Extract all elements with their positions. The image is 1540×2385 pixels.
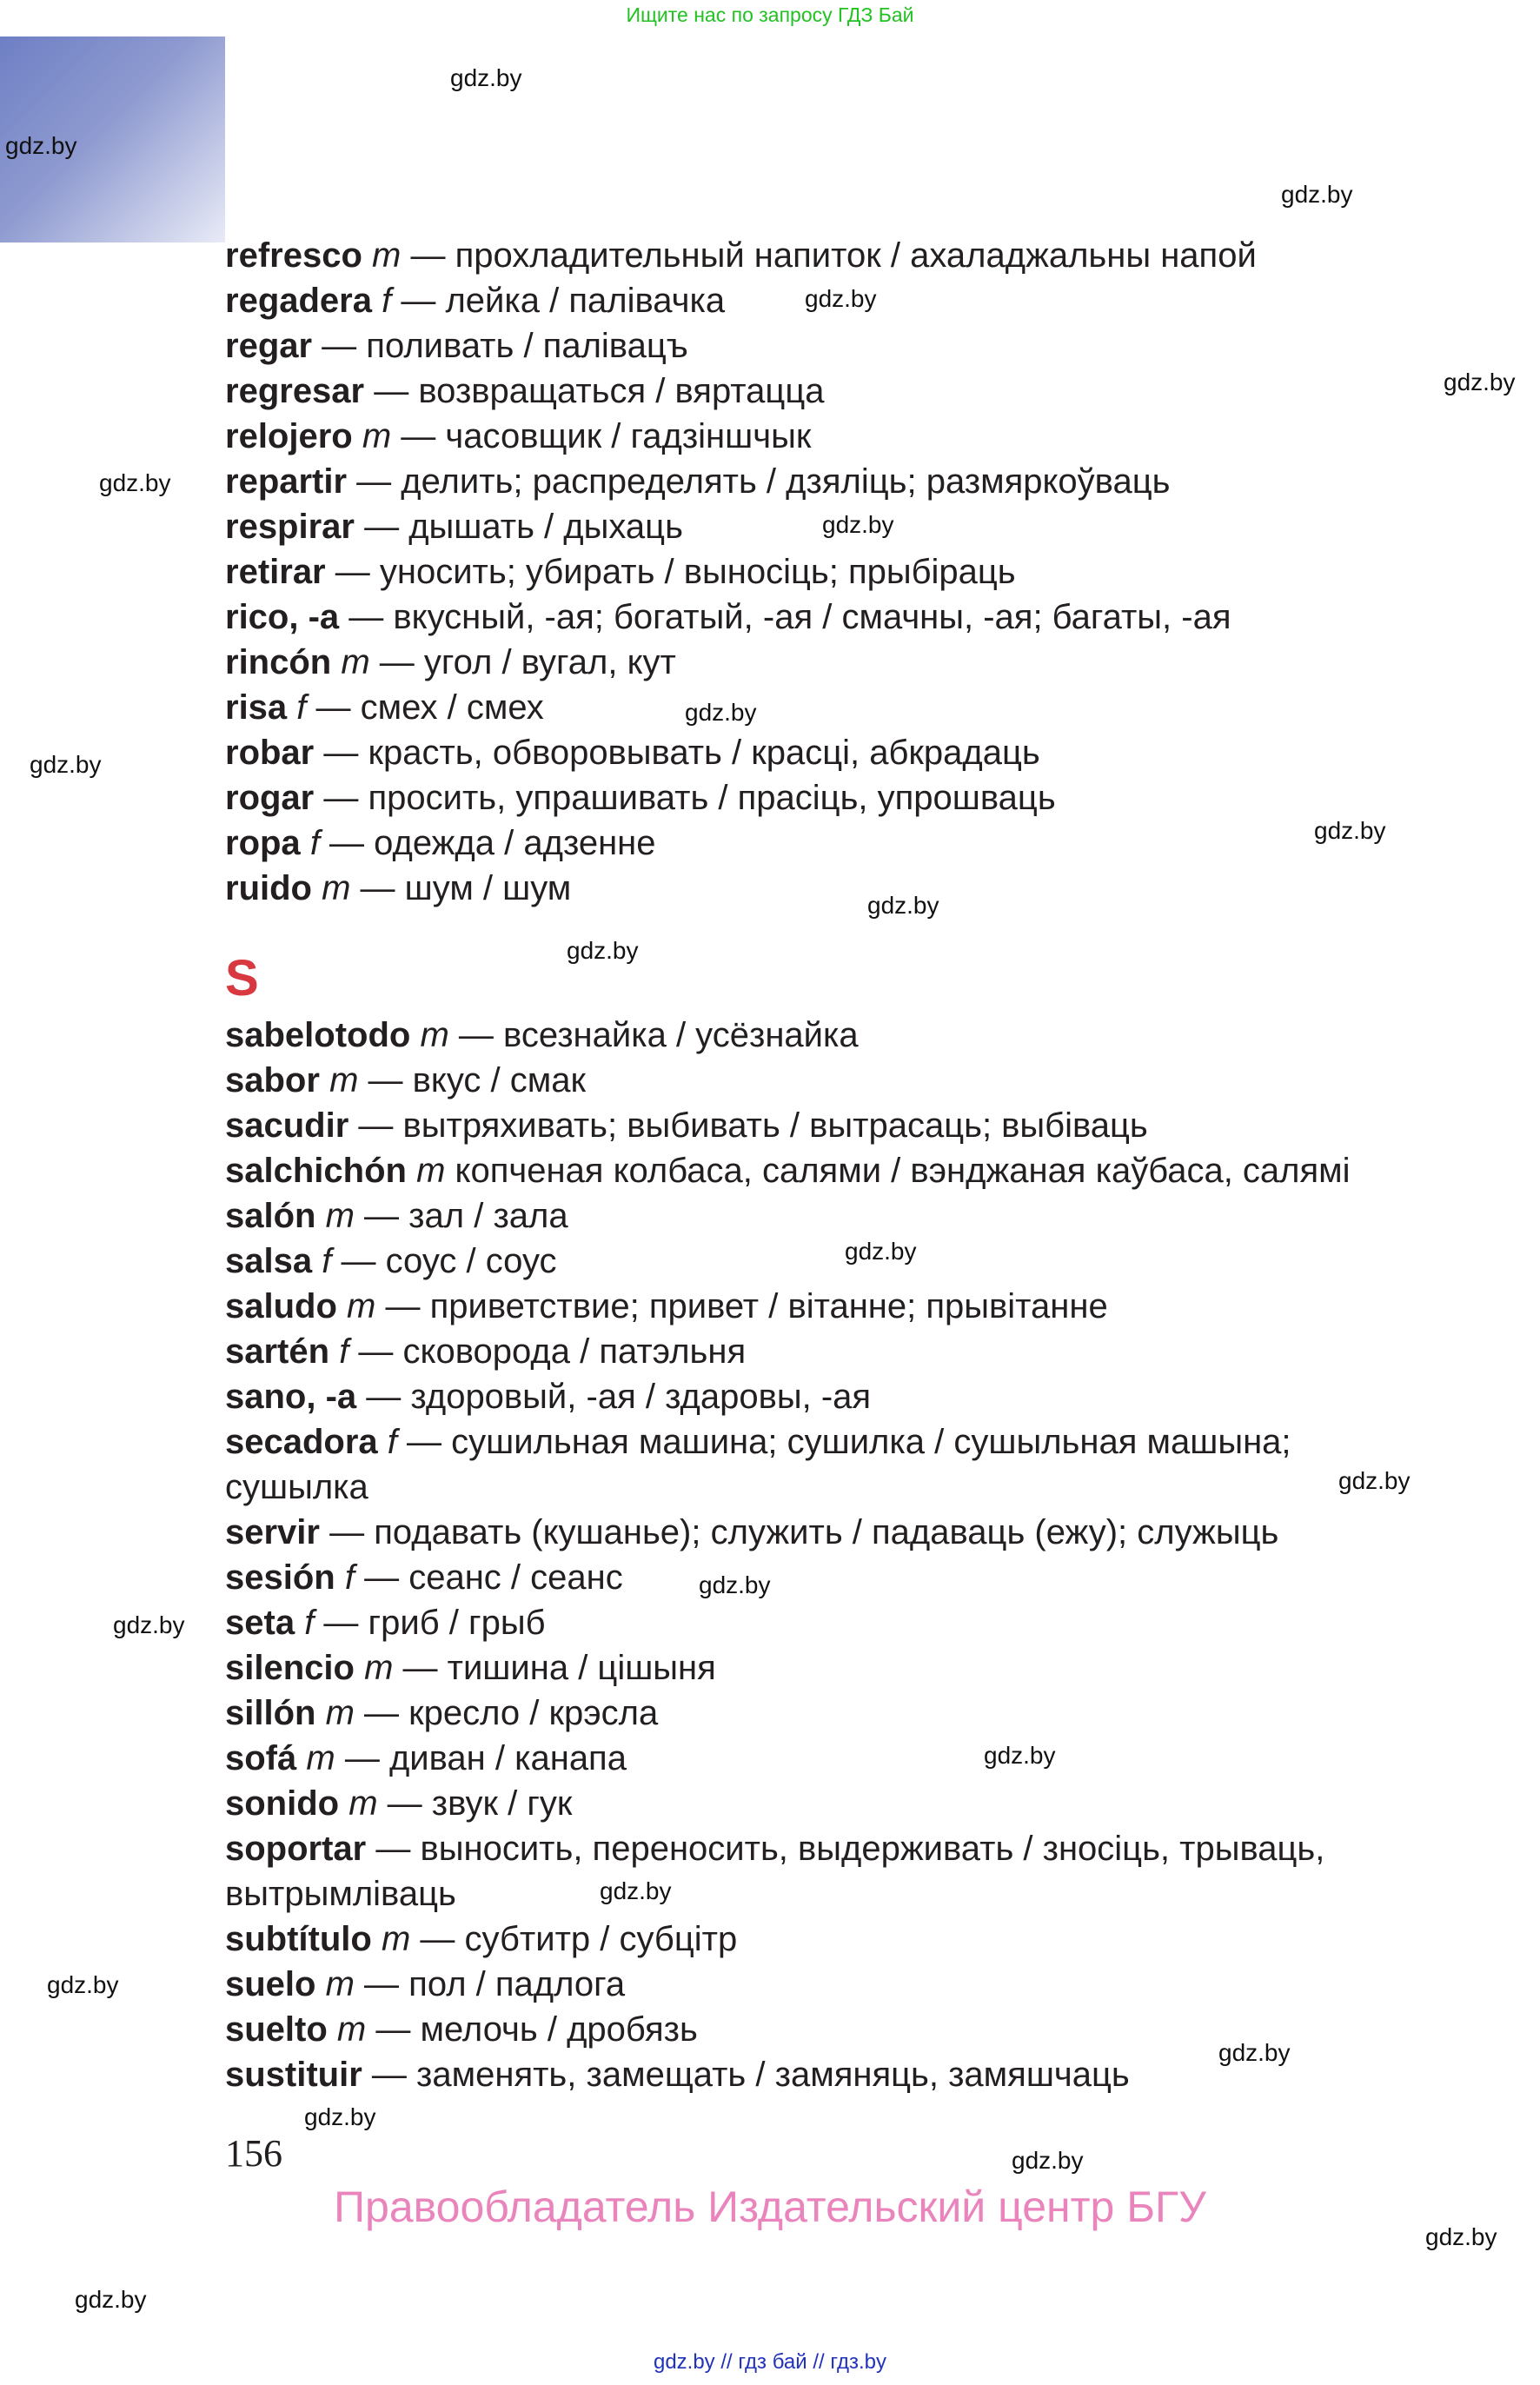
translation: лейка / палівачка (445, 282, 726, 320)
headword: regar (225, 327, 313, 365)
separator: — (325, 553, 380, 591)
dictionary-entry (225, 640, 1390, 685)
watermark: gdz.by (805, 285, 877, 312)
gender-marker: m (348, 1784, 378, 1823)
dictionary-entry (225, 1555, 1390, 1600)
translation: кресло / крэсла (408, 1694, 659, 1732)
separator: — (393, 1649, 448, 1687)
separator: — (306, 688, 361, 727)
separator: — (339, 598, 394, 636)
dictionary-entry (225, 414, 1390, 459)
watermark: gdz.by (1338, 1467, 1411, 1494)
translation: диван / канапа (388, 1739, 627, 1777)
dictionary-entry (225, 2007, 1390, 2052)
dictionary-entry (225, 775, 1390, 820)
separator: — (375, 1287, 430, 1325)
headword: silencio (225, 1649, 355, 1687)
separator: — (319, 1513, 375, 1551)
watermark: gdz.by (30, 751, 102, 778)
separator: — (366, 2010, 421, 2049)
translation: просить, упрашивать / прасіць, упрошваць (368, 779, 1056, 817)
headword: ropa (225, 824, 301, 862)
separator: — (377, 1784, 432, 1823)
page-number: 156 (225, 2132, 282, 2175)
translation: звук / гук (431, 1784, 573, 1823)
headword: subtítulo (225, 1920, 372, 1958)
gender-marker: m (381, 1920, 411, 1958)
separator: — (391, 417, 446, 455)
dictionary-entry (225, 504, 1390, 549)
headword: saludo (225, 1287, 337, 1325)
translation: заменять, замещать / замяняць, замяшчаць (416, 2056, 1130, 2094)
translation: прохладительный напиток / ахаладжальны напой (455, 236, 1257, 275)
watermark: gdz.by (99, 469, 171, 496)
translation: вкусный, -ая; богатый, -ая / смачны, -ая; багаты, -ая (393, 598, 1231, 636)
headword: salsa (225, 1242, 313, 1280)
headword: sonido (225, 1784, 340, 1823)
watermark: gdz.by (1425, 2223, 1497, 2250)
dictionary-entry (225, 1962, 1390, 2007)
watermark: gdz.by (1281, 181, 1353, 208)
separator: — (448, 1016, 504, 1054)
separator: — (335, 1739, 389, 1777)
dictionary-entry (225, 1917, 1390, 1962)
watermark: gdz.by (1444, 369, 1516, 395)
separator: — (396, 1423, 452, 1461)
dictionary-entry (225, 1193, 1390, 1239)
headword: sabor (225, 1061, 320, 1099)
gender-marker: f (339, 1332, 349, 1371)
dictionary-entry (225, 1374, 1390, 1419)
headword: regadera (225, 282, 372, 320)
separator: — (369, 643, 424, 681)
headword: sartén (225, 1332, 330, 1371)
gender-marker: m (325, 1694, 355, 1732)
dictionary-entry (225, 685, 1390, 730)
watermark: gdz.by (1314, 817, 1386, 844)
entries-s (225, 1013, 1390, 2097)
separator: — (354, 1558, 409, 1597)
translation: вытряхивать; выбивать / вытрасаць; выбіваць (402, 1106, 1148, 1145)
separator: — (356, 1378, 411, 1416)
gender-marker: m (325, 1965, 355, 2003)
translation: угол / вугал, кут (423, 643, 676, 681)
dictionary-entry (225, 549, 1390, 595)
separator: — (314, 779, 368, 817)
separator: — (362, 2056, 417, 2094)
headword: sofá (225, 1739, 297, 1777)
translation: смех / смех (360, 688, 544, 727)
dictionary-entry (225, 1103, 1390, 1148)
dictionary-entry (225, 369, 1390, 414)
gender-marker: f (322, 1242, 332, 1280)
translation: поливать / палівацъ (366, 327, 688, 365)
separator: — (358, 1061, 413, 1099)
headword: sacudir (225, 1106, 349, 1145)
headword: ruido (225, 869, 312, 907)
translation: тишина / цішыня (447, 1649, 716, 1687)
watermark: gdz.by (685, 699, 757, 726)
dictionary-entry (225, 595, 1390, 640)
watermark: gdz.by (1218, 2039, 1291, 2066)
gender-marker: m (416, 1152, 446, 1190)
separator: — (314, 1604, 368, 1642)
dictionary-entry (225, 1691, 1390, 1736)
translation: возвращаться / вяртацца (418, 372, 825, 410)
headword: seta (225, 1604, 295, 1642)
watermark: gdz.by (822, 511, 894, 538)
headword: risa (225, 688, 288, 727)
separator: — (348, 1332, 403, 1371)
headword: rico, -a (225, 598, 340, 636)
translation: пол / падлога (408, 1965, 626, 2003)
dictionary-entry (225, 323, 1390, 369)
copyright-line: Правообладатель Издательский центр БГУ (334, 2182, 1206, 2231)
headword: repartir (225, 462, 348, 501)
headword: sustituir (225, 2056, 362, 2094)
separator: — (410, 1920, 465, 1958)
search-banner: Ищите нас по запросу ГДЗ Бай (626, 3, 914, 26)
separator: — (319, 824, 375, 862)
separator: — (312, 327, 367, 365)
gender-marker: f (382, 282, 392, 320)
dictionary-entry (225, 1058, 1390, 1103)
watermark: gdz.by (47, 1971, 119, 1998)
translation: мелочь / дробязь (420, 2010, 698, 2049)
translation: дышать / дыхаць (408, 508, 683, 546)
watermark: gdz.by (113, 1611, 185, 1638)
headword: secadora (225, 1423, 378, 1461)
separator: — (350, 869, 405, 907)
gender-marker: f (304, 1604, 315, 1642)
translation: сковорода / патэльня (402, 1332, 747, 1371)
dictionary-entry (225, 1148, 1390, 1193)
dictionary-entry (225, 866, 1390, 911)
translation: вкус / смак (412, 1061, 586, 1099)
dictionary-entry (225, 233, 1390, 278)
translation: красть, обворовывать / красці, абкрадаць (368, 734, 1040, 772)
headword: respirar (225, 508, 355, 546)
gender-marker: m (336, 2010, 367, 2049)
dictionary-entry (225, 1645, 1390, 1691)
headword: sano, -a (225, 1378, 357, 1416)
dictionary-entry (225, 730, 1390, 775)
headword: suelo (225, 1965, 316, 2003)
separator: — (314, 734, 368, 772)
separator: — (348, 1106, 403, 1145)
translation: приветствие; привет / вітанне; прывітанне (429, 1287, 1108, 1325)
separator: — (364, 372, 419, 410)
gender-marker: f (309, 824, 320, 862)
translation: всезнайка / усёзнайка (503, 1016, 859, 1054)
gender-marker: m (347, 1287, 376, 1325)
bottom-links[interactable]: gdz.by // гдз бай // гдз.by (653, 2350, 887, 2374)
headword: robar (225, 734, 315, 772)
separator: — (331, 1242, 386, 1280)
watermark: gdz.by (75, 2286, 147, 2313)
dictionary-entry (225, 1826, 1390, 1917)
separator: — (401, 236, 455, 275)
headword: soportar (225, 1830, 367, 1868)
watermark: gdz.by (450, 64, 522, 91)
gender-marker: m (322, 869, 351, 907)
translation: гриб / грыб (368, 1604, 546, 1642)
translation: зал / зала (408, 1197, 568, 1235)
translation: соус / соус (385, 1242, 557, 1280)
translation: здоровый, -ая / здаровы, -ая (410, 1378, 872, 1416)
dictionary-entry (225, 1329, 1390, 1374)
translation: копченая колбаса, салями / вэнджаная каўбаса, салямі (455, 1152, 1351, 1190)
translation: часовщик / гадзіншчык (445, 417, 812, 455)
watermark: gdz.by (699, 1571, 771, 1598)
separator (445, 1152, 455, 1190)
watermark: gdz.by (567, 937, 639, 964)
translation: шум / шум (404, 869, 572, 907)
gender-marker: f (296, 688, 307, 727)
dictionary-entry (225, 820, 1390, 866)
separator: — (354, 1694, 409, 1732)
gender-marker: m (341, 643, 370, 681)
headword: relojero (225, 417, 353, 455)
headword: rincón (225, 643, 332, 681)
headword: rogar (225, 779, 315, 817)
watermark: gdz.by (845, 1238, 917, 1265)
separator: — (347, 462, 402, 501)
translation: субтитр / субцітр (464, 1920, 738, 1958)
headword: retirar (225, 553, 326, 591)
watermark: gdz.by (600, 1877, 672, 1904)
translation: уносить; убирать / выносіць; прыбіраць (379, 553, 1016, 591)
gender-marker: m (325, 1197, 355, 1235)
dictionary-entry (225, 1239, 1390, 1284)
gender-marker: m (362, 417, 392, 455)
separator: — (366, 1830, 421, 1868)
headword: suelto (225, 2010, 328, 2049)
translation: сеанс / сеанс (408, 1558, 623, 1597)
entries-r (225, 233, 1390, 911)
watermark: gdz.by (867, 892, 939, 919)
gender-marker: m (372, 236, 402, 275)
watermark: gdz.by (5, 132, 77, 159)
dictionary-entry (225, 459, 1390, 504)
headword: salón (225, 1197, 316, 1235)
dictionary-entry (225, 278, 1390, 323)
gender-marker: m (329, 1061, 359, 1099)
dictionary-entry (225, 1013, 1390, 1058)
headword: sesión (225, 1558, 335, 1597)
dictionary-entry (225, 1510, 1390, 1555)
gender-marker: m (420, 1016, 449, 1054)
watermark: gdz.by (984, 1742, 1056, 1769)
headword: sabelotodo (225, 1016, 411, 1054)
section-letter: S (225, 950, 259, 1006)
separator: — (354, 1197, 409, 1235)
dictionary-entry (225, 2052, 1390, 2097)
watermark: gdz.by (304, 2103, 376, 2130)
headword: refresco (225, 236, 362, 275)
dictionary-entry (225, 1781, 1390, 1826)
dictionary-entry (225, 1284, 1390, 1329)
translation: делить; распределять / дзяліць; размяркоўваць (401, 462, 1171, 501)
separator: — (391, 282, 446, 320)
separator: — (354, 1965, 409, 2003)
dictionary-entry (225, 1600, 1390, 1645)
translation: подавать (кушанье); служить / падаваць (ежу); служыць (374, 1513, 1279, 1551)
gender-marker: f (344, 1558, 355, 1597)
gender-marker: f (387, 1423, 397, 1461)
watermark: gdz.by (1012, 2147, 1084, 2174)
headword: regresar (225, 372, 365, 410)
headword: servir (225, 1513, 320, 1551)
gender-marker: m (306, 1739, 335, 1777)
translation: сушильная машина; сушилка / сушыльная машына; сушылка (225, 1423, 1291, 1506)
dictionary-entry (225, 1419, 1390, 1510)
translation: одежда / адзенне (374, 824, 656, 862)
dictionary-entry (225, 1736, 1390, 1781)
separator: — (354, 508, 409, 546)
headword: sillón (225, 1694, 316, 1732)
headword: salchichón (225, 1152, 407, 1190)
translation: выносить, переносить, выдерживать / зносіць, трываць, вытрымліваць (225, 1830, 1325, 1913)
gender-marker: m (364, 1649, 394, 1687)
